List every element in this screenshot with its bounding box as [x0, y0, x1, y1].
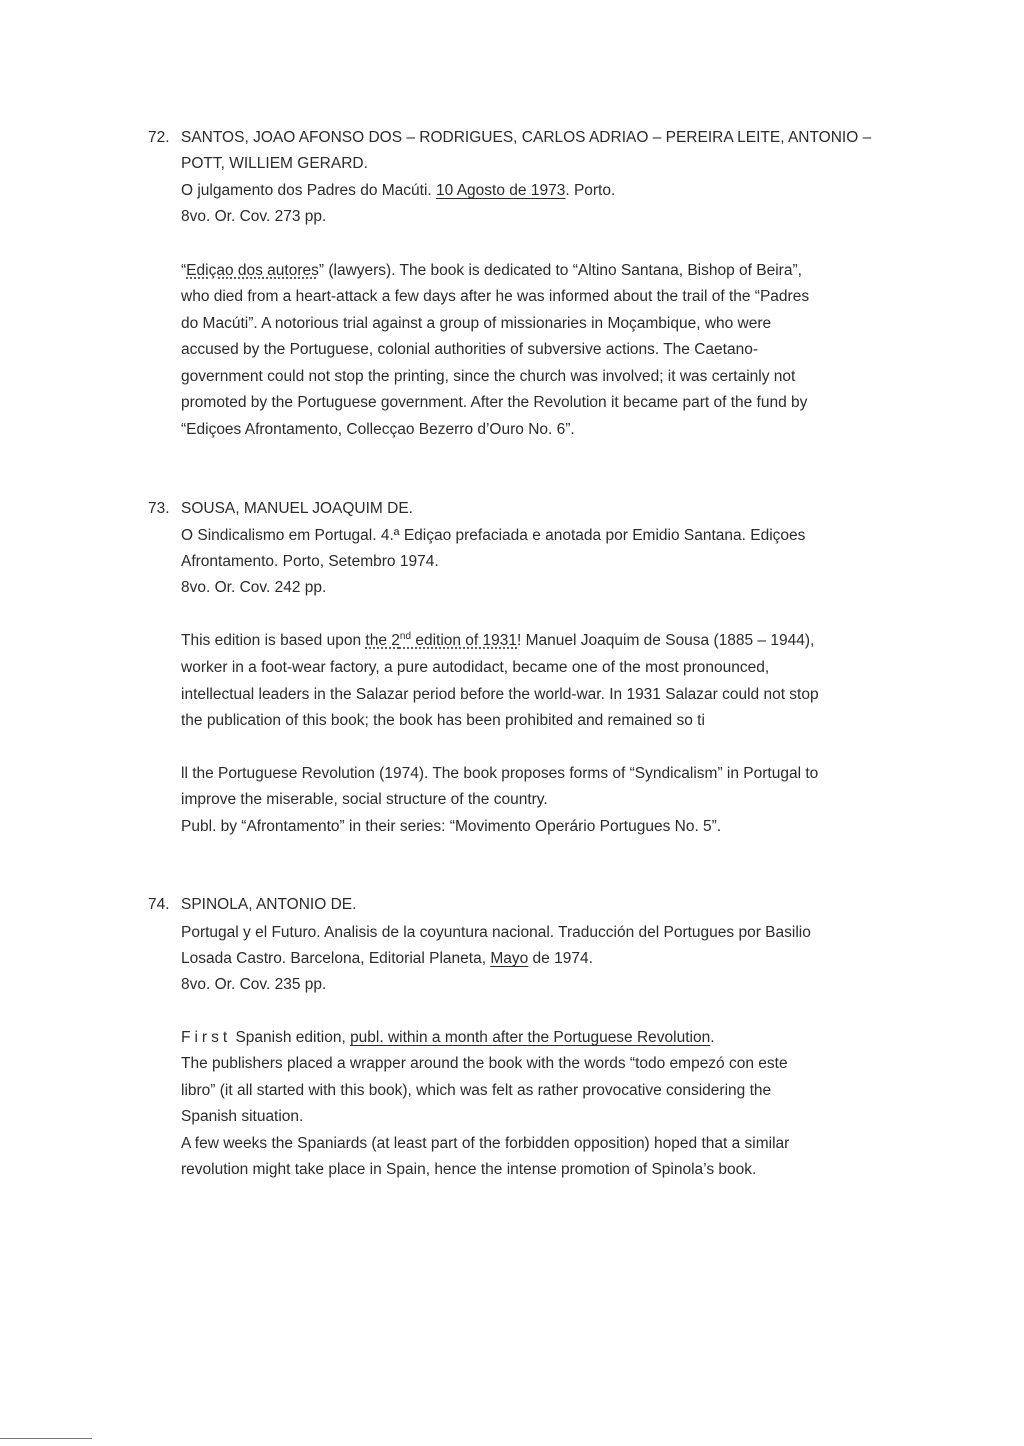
scan-edge-line	[0, 1438, 92, 1439]
entry-description-line: “Ediçao dos autores” (lawyers). The book is dedicated to “Altino Santana, Bishop of Beira”,	[181, 262, 802, 279]
entry-heading: SOUSA, MANUEL JOAQUIM DE.	[181, 500, 413, 517]
entry-number: 74.	[148, 896, 170, 913]
entry-description-line: promoted by the Portuguese government. After the Revolution it became part of the fund by	[181, 394, 808, 411]
entry-description-line: The publishers placed a wrapper around the book with the words “todo empezó con este	[181, 1055, 788, 1072]
entry-title-line: Afrontamento. Porto, Setembro 1974.	[181, 553, 439, 570]
entry-description-line: First Spanish edition, publ. within a month after the Portuguese Revolution.	[181, 1029, 715, 1046]
entry-description-line: government could not stop the printing, since the church was involved; it was certainly not	[181, 368, 796, 385]
entry-description-line: accused by the Portuguese, colonial authorities of subversive actions. The Caetano-	[181, 341, 758, 358]
entry-title-line: Losada Castro. Barcelona, Editorial Planeta, Mayo de 1974.	[181, 950, 593, 967]
entry-description-line: intellectual leaders in the Salazar period before the world-war. In 1931 Salazar could not stop	[181, 686, 819, 703]
entry-title-line: O Sindicalismo em Portugal. 4.ª Ediçao prefaciada e anotada por Emidio Santana. Ediçoes	[181, 527, 806, 544]
month-underlined: Mayo	[490, 950, 529, 967]
entry-description-line: libro” (it all started with this book), which was felt as rather provocative considering the	[181, 1082, 772, 1099]
entry-description-line: ll the Portuguese Revolution (1974). The book proposes forms of “Syndicalism” in Portugal to	[181, 765, 819, 782]
entry-heading-line: POTT, WILLIEM GERARD.	[181, 155, 368, 172]
entry-heading-line: SANTOS, JOAO AFONSO DOS – RODRIGUES, CARLOS ADRIAO – PEREIRA LEITE, ANTONIO –	[181, 129, 872, 146]
entry-description-line: A few weeks the Spaniards (at least part of the forbidden opposition) hoped that a similar	[181, 1135, 790, 1152]
entry-format: 8vo. Or. Cov. 235 pp.	[181, 976, 327, 993]
entry-description-line: worker in a foot-wear factory, a pure autodidact, became one of the most pronounced,	[181, 659, 770, 676]
entry-heading: SPINOLA, ANTONIO DE.	[181, 896, 357, 913]
entry-description-line: Spanish situation.	[181, 1108, 304, 1125]
entry-description-line: who died from a heart-attack a few days after he was informed about the trail of the “Padres	[181, 288, 810, 305]
entry-number: 72.	[148, 129, 170, 146]
entry-format: 8vo. Or. Cov. 273 pp.	[181, 208, 327, 225]
entry-description-line: revolution might take place in Spain, hence the intense promotion of Spinola’s book.	[181, 1161, 757, 1178]
date-underlined: 10 Agosto de 1973	[436, 182, 566, 199]
entry-description-line: “Ediçoes Afrontamento, Collecçao Bezerro d’Ouro No. 6”.	[181, 421, 575, 438]
edition-reference-underlined: the 2nd edition of 1931	[365, 630, 518, 649]
entry-description-line: Publ. by “Afrontamento” in their series: “Movimento Operário Portugues No. 5”.	[181, 818, 722, 835]
entry-format: 8vo. Or. Cov. 242 pp.	[181, 579, 327, 596]
entry-description-line: do Macúti”. A notorious trial against a group of missionaries in Moçambique, who were	[181, 315, 772, 332]
entry-title-line: Portugal y el Futuro. Analisis de la coyuntura nacional. Traducción del Portugues por Basilio	[181, 924, 811, 941]
publication-note-underlined: publ. within a month after the Portuguese Revolution	[350, 1029, 711, 1046]
entry-number: 73.	[148, 500, 170, 517]
entry-description-line: improve the miserable, social structure of the country.	[181, 791, 548, 808]
entry-title: O julgamento dos Padres do Macúti. 10 Agosto de 1973. Porto.	[181, 182, 616, 199]
entry-description-line: the publication of this book; the book has been prohibited and remained so ti	[181, 712, 705, 729]
entry-description-line: This edition is based upon the 2nd edition of 1931! Manuel Joaquim de Sousa (1885 – 1944),	[181, 630, 815, 649]
edition-note-underlined: Ediçao dos autores	[186, 262, 319, 279]
